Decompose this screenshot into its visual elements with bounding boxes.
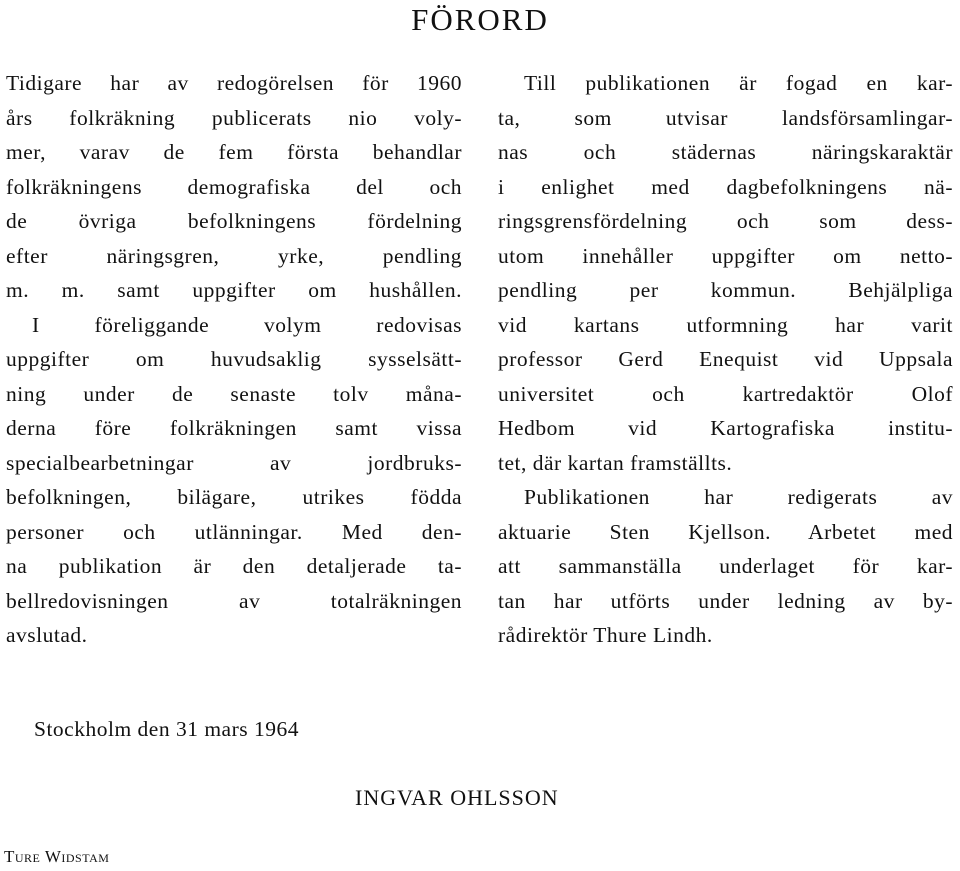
paragraph-intro xyxy=(6,66,462,308)
text-line: rådirektör Thure Lindh. xyxy=(498,623,713,647)
paragraph-current-volume xyxy=(6,308,462,653)
text-line: professor Gerd Enequist vid Uppsala xyxy=(498,347,953,371)
text-line: specialbearbetningar av jordbruks- xyxy=(6,450,462,475)
text-line: tet, där kartan framställts. xyxy=(498,450,733,475)
text-line: befolkningen, bilägare, utrikes födda xyxy=(6,485,462,509)
text-line: aktuarie Sten Kjellson. Arbetet med xyxy=(498,519,953,544)
text-line: att sammanställa underlaget för kar- xyxy=(498,554,953,578)
text-line: vid kartans utformning har varit xyxy=(498,312,953,337)
right-column xyxy=(498,66,953,653)
text-line: Till publikationen är fogad en kar- xyxy=(524,71,953,95)
text-line: avslutad. xyxy=(6,623,88,647)
text-line: derna före folkräkningen samt vissa xyxy=(6,416,462,440)
text-line: ning under de senaste tolv måna- xyxy=(6,381,462,406)
text-line: tan har utförts under ledning av by- xyxy=(498,588,953,613)
paragraph-map xyxy=(498,66,953,480)
text-line: na publikation är den detaljerade ta- xyxy=(6,554,462,578)
signature-secondary: Ture Widstam xyxy=(4,847,110,866)
text-line: efter näringsgren, yrke, pendling xyxy=(6,243,462,268)
text-line: de övriga befolkningens fördelning xyxy=(6,209,462,233)
text-line: i enlighet med dagbefolkningens nä- xyxy=(498,174,953,199)
text-line: uppgifter om huvudsaklig sysselsätt- xyxy=(6,347,462,371)
text-line: Publikationen har redigerats av xyxy=(524,485,953,509)
text-line: bellredovisningen av totalräkningen xyxy=(6,588,462,613)
text-line: m. m. samt uppgifter om hushållen. xyxy=(6,278,462,302)
page-title: FÖRORD xyxy=(411,2,549,37)
text-line: Tidigare har av redogörelsen för 1960 xyxy=(6,71,462,95)
signature-main: INGVAR OHLSSON xyxy=(355,785,559,810)
text-line: nas och städernas näringskaraktär xyxy=(498,140,953,164)
text-line: universitet och kartredaktör Olof xyxy=(498,381,953,406)
text-line: ta, som utvisar landsförsamlingar- xyxy=(498,105,953,130)
text-line: Hedbom vid Kartografiska institu- xyxy=(498,416,953,440)
text-line: utom innehåller uppgifter om netto- xyxy=(498,243,953,268)
text-line: års folkräkning publicerats nio voly- xyxy=(6,105,462,130)
text-line: I föreliggande volym redovisas xyxy=(32,312,462,337)
text-line: folkräkningens demografiska del och xyxy=(6,174,462,199)
text-line: ringsgrensfördelning och som dess- xyxy=(498,209,953,233)
text-line: pendling per kommun. Behjälpliga xyxy=(498,278,953,302)
place-date: Stockholm den 31 mars 1964 xyxy=(34,717,300,741)
paragraph-editors xyxy=(498,480,953,653)
text-line: personer och utlänningar. Med den- xyxy=(6,519,462,544)
left-column xyxy=(6,66,462,653)
text-line: mer, varav de fem första behandlar xyxy=(6,140,462,164)
